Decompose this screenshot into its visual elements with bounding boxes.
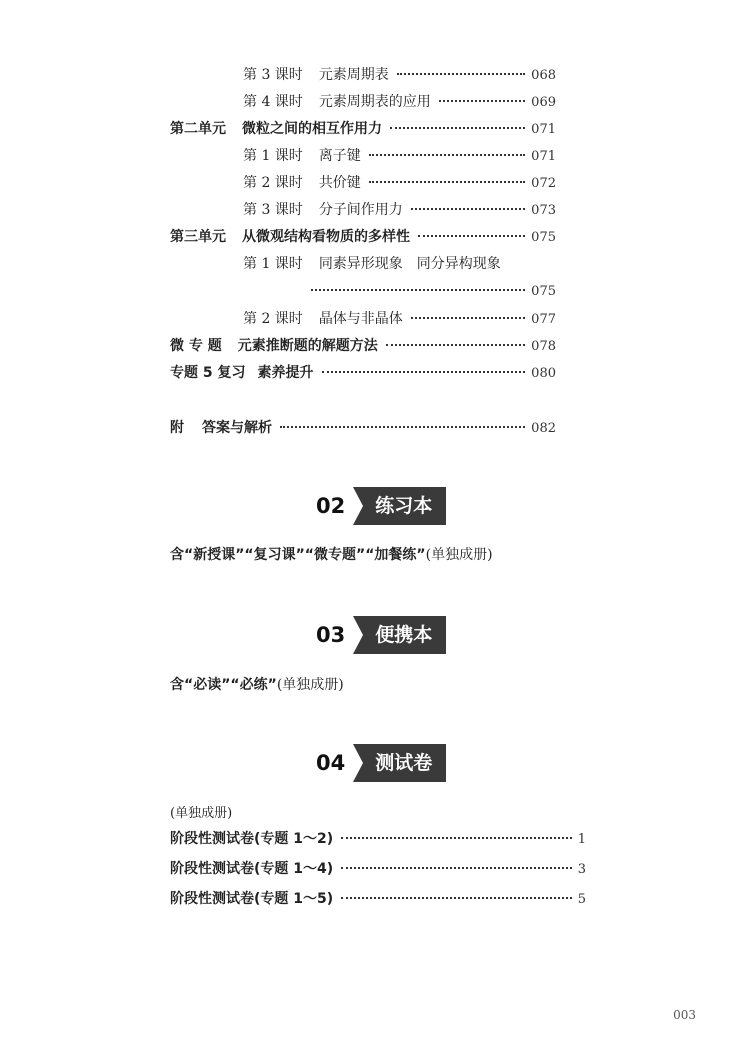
test-title: 阶段性测试卷(专题 1～2) [170, 831, 334, 847]
test-row-3[interactable] [170, 890, 586, 909]
toc-title: 答案与解析 [202, 420, 272, 436]
toc-row-lesson-3[interactable] [243, 66, 556, 85]
dot-leader [341, 837, 572, 839]
toc-page: 073 [531, 203, 556, 218]
section-number: 03 [316, 623, 346, 647]
toc-title: 元素周期表 [318, 67, 389, 83]
dot-leader [397, 73, 525, 75]
toc-row-ionic-bond[interactable] [243, 147, 556, 166]
toc-label: 微 专 题 [170, 338, 222, 354]
toc-page: 071 [531, 122, 556, 137]
dot-leader [341, 867, 572, 869]
section-header-portable [316, 616, 446, 654]
toc-row-crystal[interactable] [243, 310, 556, 329]
toc-title: 共价键 [318, 175, 361, 191]
dot-leader [386, 344, 525, 346]
toc-page: 080 [531, 366, 556, 381]
toc-label: 第 2 课时 [243, 175, 303, 191]
toc-title: 离子键 [318, 148, 361, 164]
dot-leader [341, 897, 572, 899]
dot-leader [280, 426, 525, 428]
dot-leader [369, 181, 525, 183]
section-note-tests: (单独成册) [170, 806, 233, 821]
test-row-1[interactable] [170, 830, 586, 849]
dot-leader [369, 154, 525, 156]
toc-page: 068 [531, 68, 556, 83]
toc-page: 072 [531, 176, 556, 191]
toc-label: 第 2 课时 [243, 311, 303, 327]
toc-label: 第 1 课时 [243, 148, 303, 164]
toc-page: 075 [531, 284, 556, 299]
toc-page: 071 [531, 149, 556, 164]
toc-title: 晶体与非晶体 [318, 311, 403, 327]
toc-row-answers[interactable] [170, 419, 556, 438]
page-number: 003 [673, 1008, 696, 1022]
toc-page: 077 [531, 312, 556, 327]
toc-label: 第 3 课时 [243, 202, 303, 218]
toc-label: 专题 5 复习 [170, 365, 246, 381]
toc-title: 同素异形现象 同分异构现象 [318, 256, 501, 272]
section-header-workbook [316, 487, 446, 525]
test-page: 3 [577, 862, 586, 877]
dot-leader [322, 371, 526, 373]
section-header-tests [316, 744, 446, 782]
toc-title: 分子间作用力 [318, 202, 403, 218]
test-title: 阶段性测试卷(专题 1～4) [170, 861, 334, 877]
section-title: 练习本 [353, 487, 446, 525]
toc-title: 元素周期表的应用 [318, 94, 431, 110]
dot-leader [411, 317, 525, 319]
toc-row-unit-3[interactable] [170, 228, 556, 247]
section-number: 02 [316, 494, 346, 518]
toc-label: 第 3 课时 [243, 67, 303, 83]
test-page: 1 [577, 832, 586, 847]
toc-row-covalent-bond[interactable] [243, 174, 556, 193]
toc-row-allotropy-leader [311, 283, 556, 301]
toc-label: 第二单元 [170, 121, 226, 137]
description-note: (单独成册) [276, 677, 344, 693]
test-title: 阶段性测试卷(专题 1～5) [170, 891, 334, 907]
dot-leader [439, 100, 525, 102]
description-note: (单独成册) [425, 547, 493, 563]
toc-page: 082 [531, 421, 556, 436]
toc-row-micro-topic[interactable] [170, 337, 556, 356]
toc-row-lesson-4[interactable] [243, 93, 556, 112]
toc-row-intermolecular[interactable] [243, 201, 556, 220]
description-text: 含“必读”“必练” [170, 677, 277, 693]
section-description-portable [170, 674, 344, 694]
toc-label: 第 4 课时 [243, 94, 303, 110]
section-number: 04 [316, 751, 346, 775]
toc-label: 第 1 课时 [243, 256, 303, 272]
toc-page: 078 [531, 339, 556, 354]
toc-title: 元素推断题的解题方法 [237, 338, 378, 354]
toc-row-unit-2[interactable] [170, 120, 556, 139]
toc-row-allotropy[interactable] [243, 255, 556, 273]
test-row-2[interactable] [170, 860, 586, 879]
toc-title: 从微观结构看物质的多样性 [242, 229, 410, 245]
section-description-workbook [170, 544, 493, 564]
section-title: 测试卷 [353, 744, 446, 782]
dot-leader [311, 289, 525, 291]
section-title: 便携本 [353, 616, 446, 654]
toc-row-review[interactable] [170, 364, 556, 383]
description-text: 含“新授课”“复习课”“微专题”“加餐练” [170, 547, 426, 563]
toc-title: 素养提升 [257, 365, 314, 381]
toc-page: 069 [531, 95, 556, 110]
toc-label: 第三单元 [170, 229, 226, 245]
test-page: 5 [577, 892, 586, 907]
toc-label: 附 [170, 420, 184, 436]
dot-leader [390, 127, 525, 129]
dot-leader [411, 208, 525, 210]
toc-page: 075 [531, 230, 556, 245]
toc-title: 微粒之间的相互作用力 [242, 121, 382, 137]
dot-leader [418, 235, 525, 237]
